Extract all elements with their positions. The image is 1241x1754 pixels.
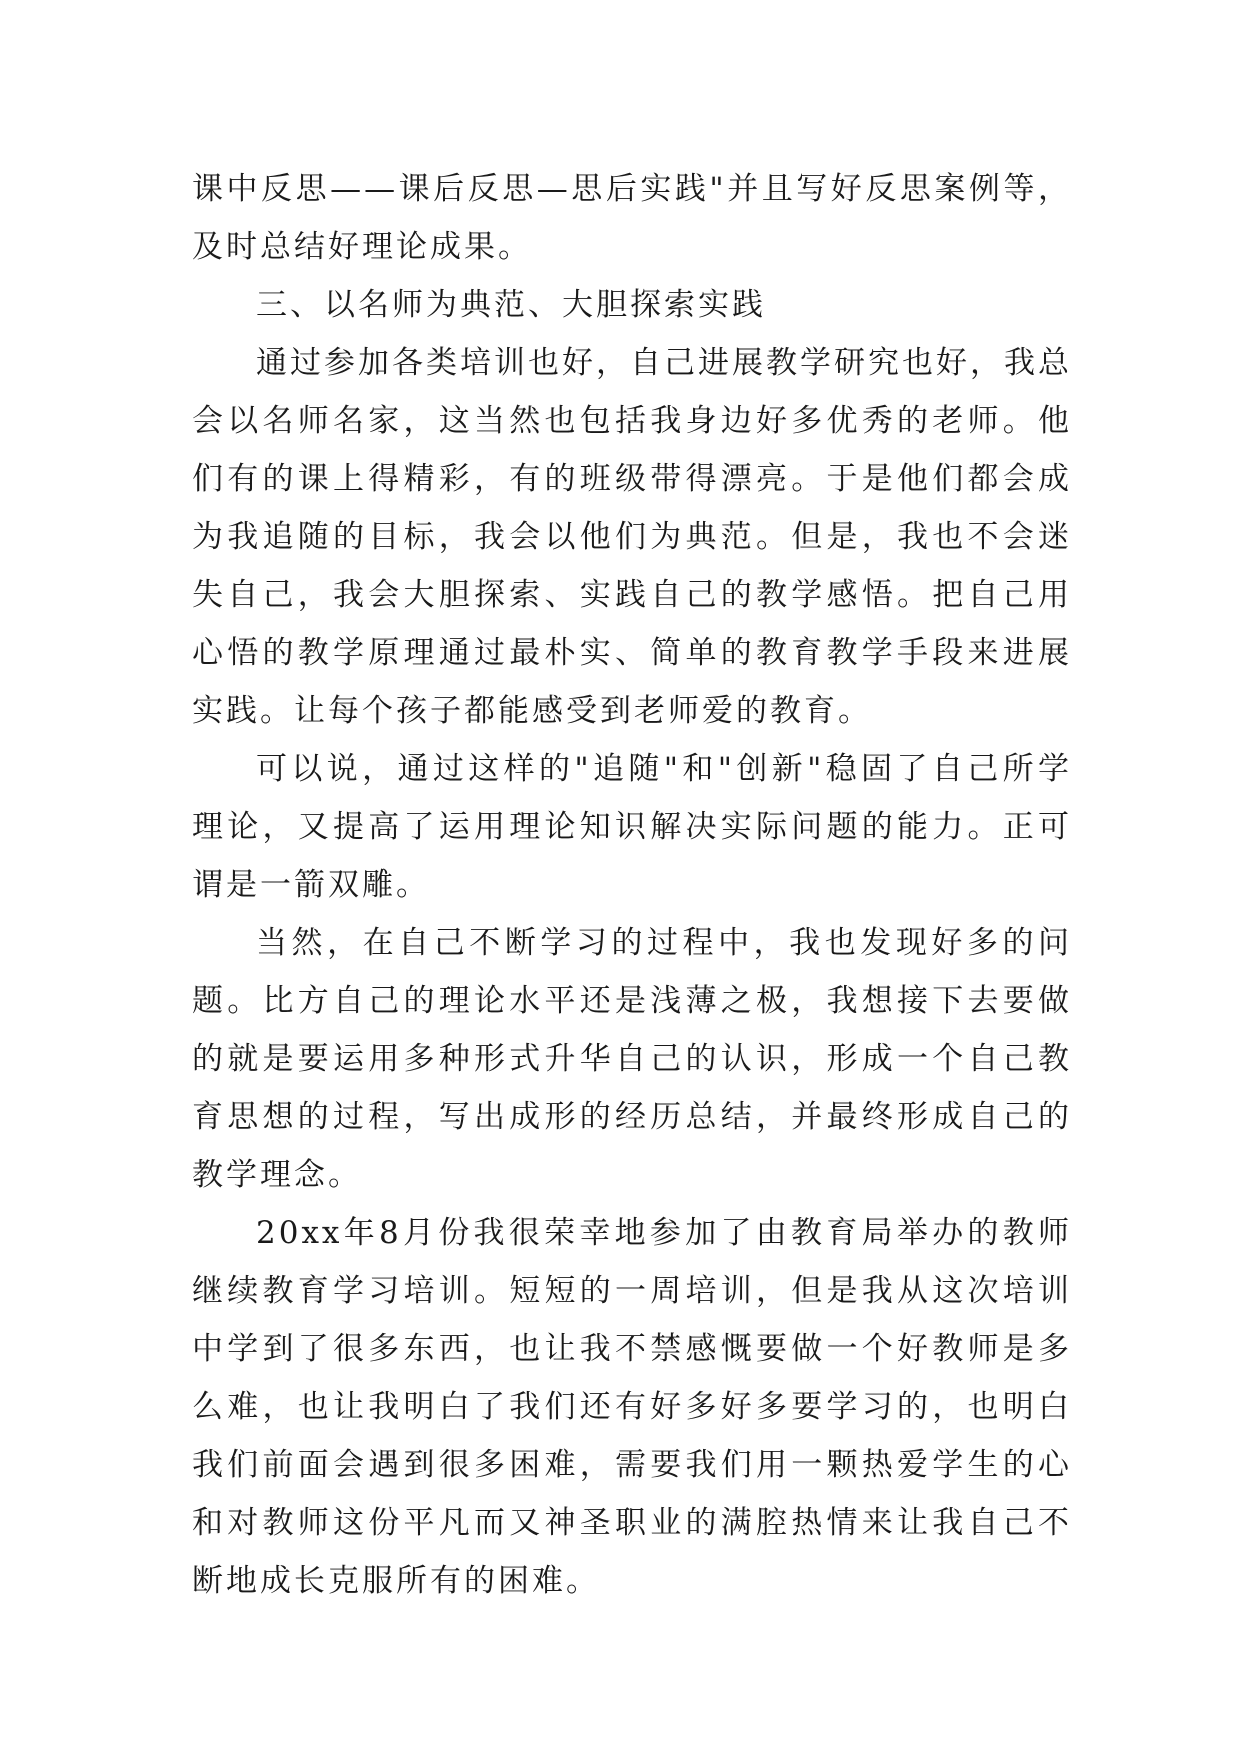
paragraph-continued: 课中反思——课后反思—思后实践"并且写好反思案例等，及时总结好理论成果。 — [192, 171, 1072, 265]
paragraph: 20xx年8月份我很荣幸地参加了由教育局举办的教师继续教育学习培训。短短的一周培训，但是我从这次培训中学到了很多东西，也让我不禁感慨要做一个好教师是多么难，也让我明白了我们还有好多好多要学习的，也明白我们前面会遇到很多困难，需要我们用一颗热爱学生的心和对教师这份平凡而又神圣职业的满腔热情来让我自己不断地成长克服所有的困难。 — [192, 1215, 1072, 1599]
section-heading: 三、以名师为典范、大胆探索实践 — [256, 287, 766, 323]
paragraph: 可以说，通过这样的"追随"和"创新"稳固了自己所学理论，又提高了运用理论知识解决实际问题的能力。正可谓是一箭双雕。 — [192, 751, 1072, 903]
paragraph: 通过参加各类培训也好，自己进展教学研究也好，我总会以名师名家，这当然也包括我身边好多优秀的老师。他们有的课上得精彩，有的班级带得漂亮。于是他们都会成为我追随的目标，我会以他们为典范。但是，我也不会迷失自己，我会大胆探索、实践自己的教学感悟。把自己用心悟的教学原理通过最朴实、简单的教育教学手段来进展实践。让每个孩子都能感受到老师爱的教育。 — [192, 345, 1072, 729]
paragraph: 当然，在自己不断学习的过程中，我也发现好多的问题。比方自己的理论水平还是浅薄之极，我想接下去要做的就是要运用多种形式升华自己的认识，形成一个自己教育思想的过程，写出成形的经历总结，并最终形成自己的教学理念。 — [192, 925, 1072, 1193]
document-body — [192, 160, 1072, 1610]
